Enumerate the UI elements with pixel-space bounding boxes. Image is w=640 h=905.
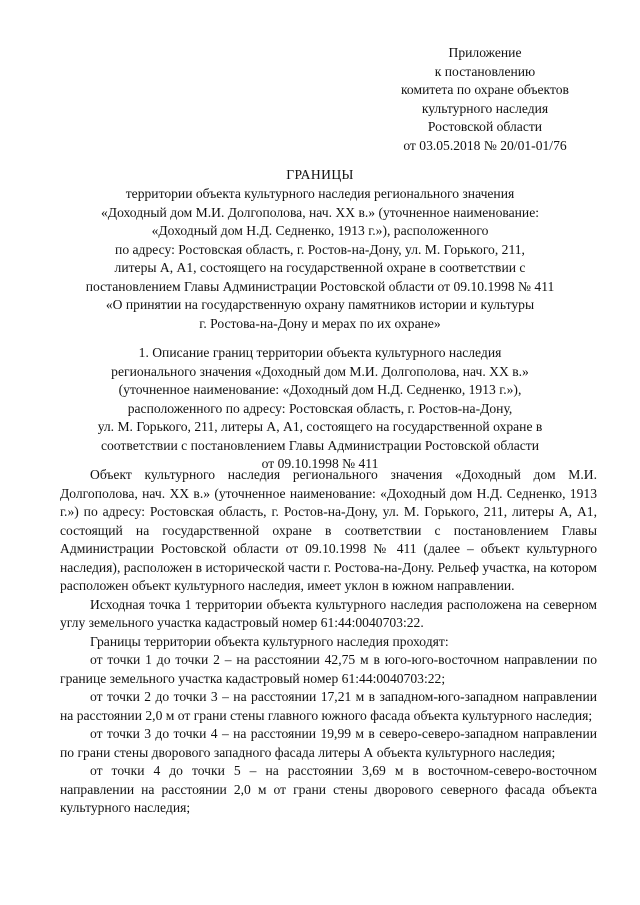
appendix-line: Приложение xyxy=(448,45,522,60)
appendix-header xyxy=(385,44,585,156)
appendix-line: от 03.05.2018 № 20/01-01/76 xyxy=(403,137,567,153)
section-line: 1. Описание границ территории объекта культурного наследия xyxy=(138,345,502,360)
body-paragraph: от точки 3 до точки 4 – на расстоянии 19,99 м в северо-северо-западном направлении по грани стены дворового западного фасада литеры А объекта культурного наследия; xyxy=(60,726,597,760)
subject-line: «Доходный дом М.И. Долгополова, нач. XX в.» (уточненное наименование: xyxy=(101,204,539,220)
body-paragraph: Границы территории объекта культурного наследия проходят: xyxy=(90,633,449,649)
section-line: регионального значения «Доходный дом М.И. Долгополова, нач. XX в.» xyxy=(111,363,529,379)
appendix-line: культурного наследия xyxy=(421,100,549,116)
section-heading xyxy=(40,344,600,474)
subject-line: территории объекта культурного наследия регионального значения xyxy=(125,186,515,201)
section-line: ул. М. Горького, 211, литеры А, А1, состоящего на государственной охране в xyxy=(97,419,543,434)
body-paragraph: Исходная точка 1 территории объекта культурного наследия расположена на северном углу земельного участка кадастровый номер 61:44:0040703:22. xyxy=(60,596,597,630)
subject-line: по адресу: Ростовская область, г. Ростов-на-Дону, ул. М. Горького, 211, xyxy=(115,241,525,257)
document-subject xyxy=(40,185,600,333)
subject-line: «О принятии на государственную охрану памятников истории и культуры xyxy=(105,297,535,312)
subject-line: «Доходный дом Н.Д. Седненко, 1913 г.»), расположенного xyxy=(151,223,489,238)
appendix-line: к постановлению xyxy=(434,63,536,79)
body-paragraph: от точки 4 до точки 5 – на расстоянии 3,69 м в восточном-северо-восточном направлении на расстоянии 2,0 м от грани стены дворового северного фасада объекта культурного наследия; xyxy=(60,763,597,815)
subject-line: литеры А, А1, состоящего на государственной охране в соответствии с xyxy=(114,260,526,275)
section-line: соответствии с постановлением Главы Администрации Ростовской области xyxy=(100,437,540,453)
body-paragraph: от точки 1 до точки 2 – на расстоянии 42,75 м в юго-юго-восточном направлении по границе земельного участка кадастровый номер 61:44:0040703:22; xyxy=(60,652,597,686)
appendix-line: комитета по охране объектов xyxy=(401,82,569,98)
subject-line: г. Ростова-на-Дону и мерах по их охране» xyxy=(199,315,441,331)
document-title: ГРАНИЦЫ xyxy=(286,167,354,182)
section-line: от 09.10.1998 № 411 xyxy=(261,456,379,471)
body-paragraph: Объект культурного наследия регионального значения «Доходный дом М.И. Долгополова, нач. XX в.» (уточненное наименование: «Доходный дом Н.Д. Седненко, 1913 г.») по адресу: Ростовская область, г. Ростов-на-Дону, ул. М. Горького, 211, литеры А, А1, состоящий на государственной охране в соответствии с постановлением Главы Администрации Ростовской области от 09.10.1998 № 411 (далее – объект культурного наследия), расположен в исторической части г. Ростова-на-Дону. Рельеф участка, на котором расположен объект культурного наследия, имеет уклон в южном направлении. xyxy=(60,467,597,593)
body-paragraph: от точки 2 до точки 3 – на расстоянии 17,21 м в западном-юго-западном направлении на расстоянии 2,0 м от грани стены главного южного фасада объекта культурного наследия; xyxy=(60,689,597,723)
subject-line: постановлением Главы Администрации Ростовской области от 09.10.1998 № 411 xyxy=(85,278,555,294)
appendix-line: Ростовской области xyxy=(427,119,543,135)
section-line: (уточненное наименование: «Доходный дом Н.Д. Седненко, 1913 г.»), xyxy=(118,382,522,397)
body-text xyxy=(60,466,597,818)
section-line: расположенного по адресу: Ростовская область, г. Ростов-на-Дону, xyxy=(127,400,513,416)
